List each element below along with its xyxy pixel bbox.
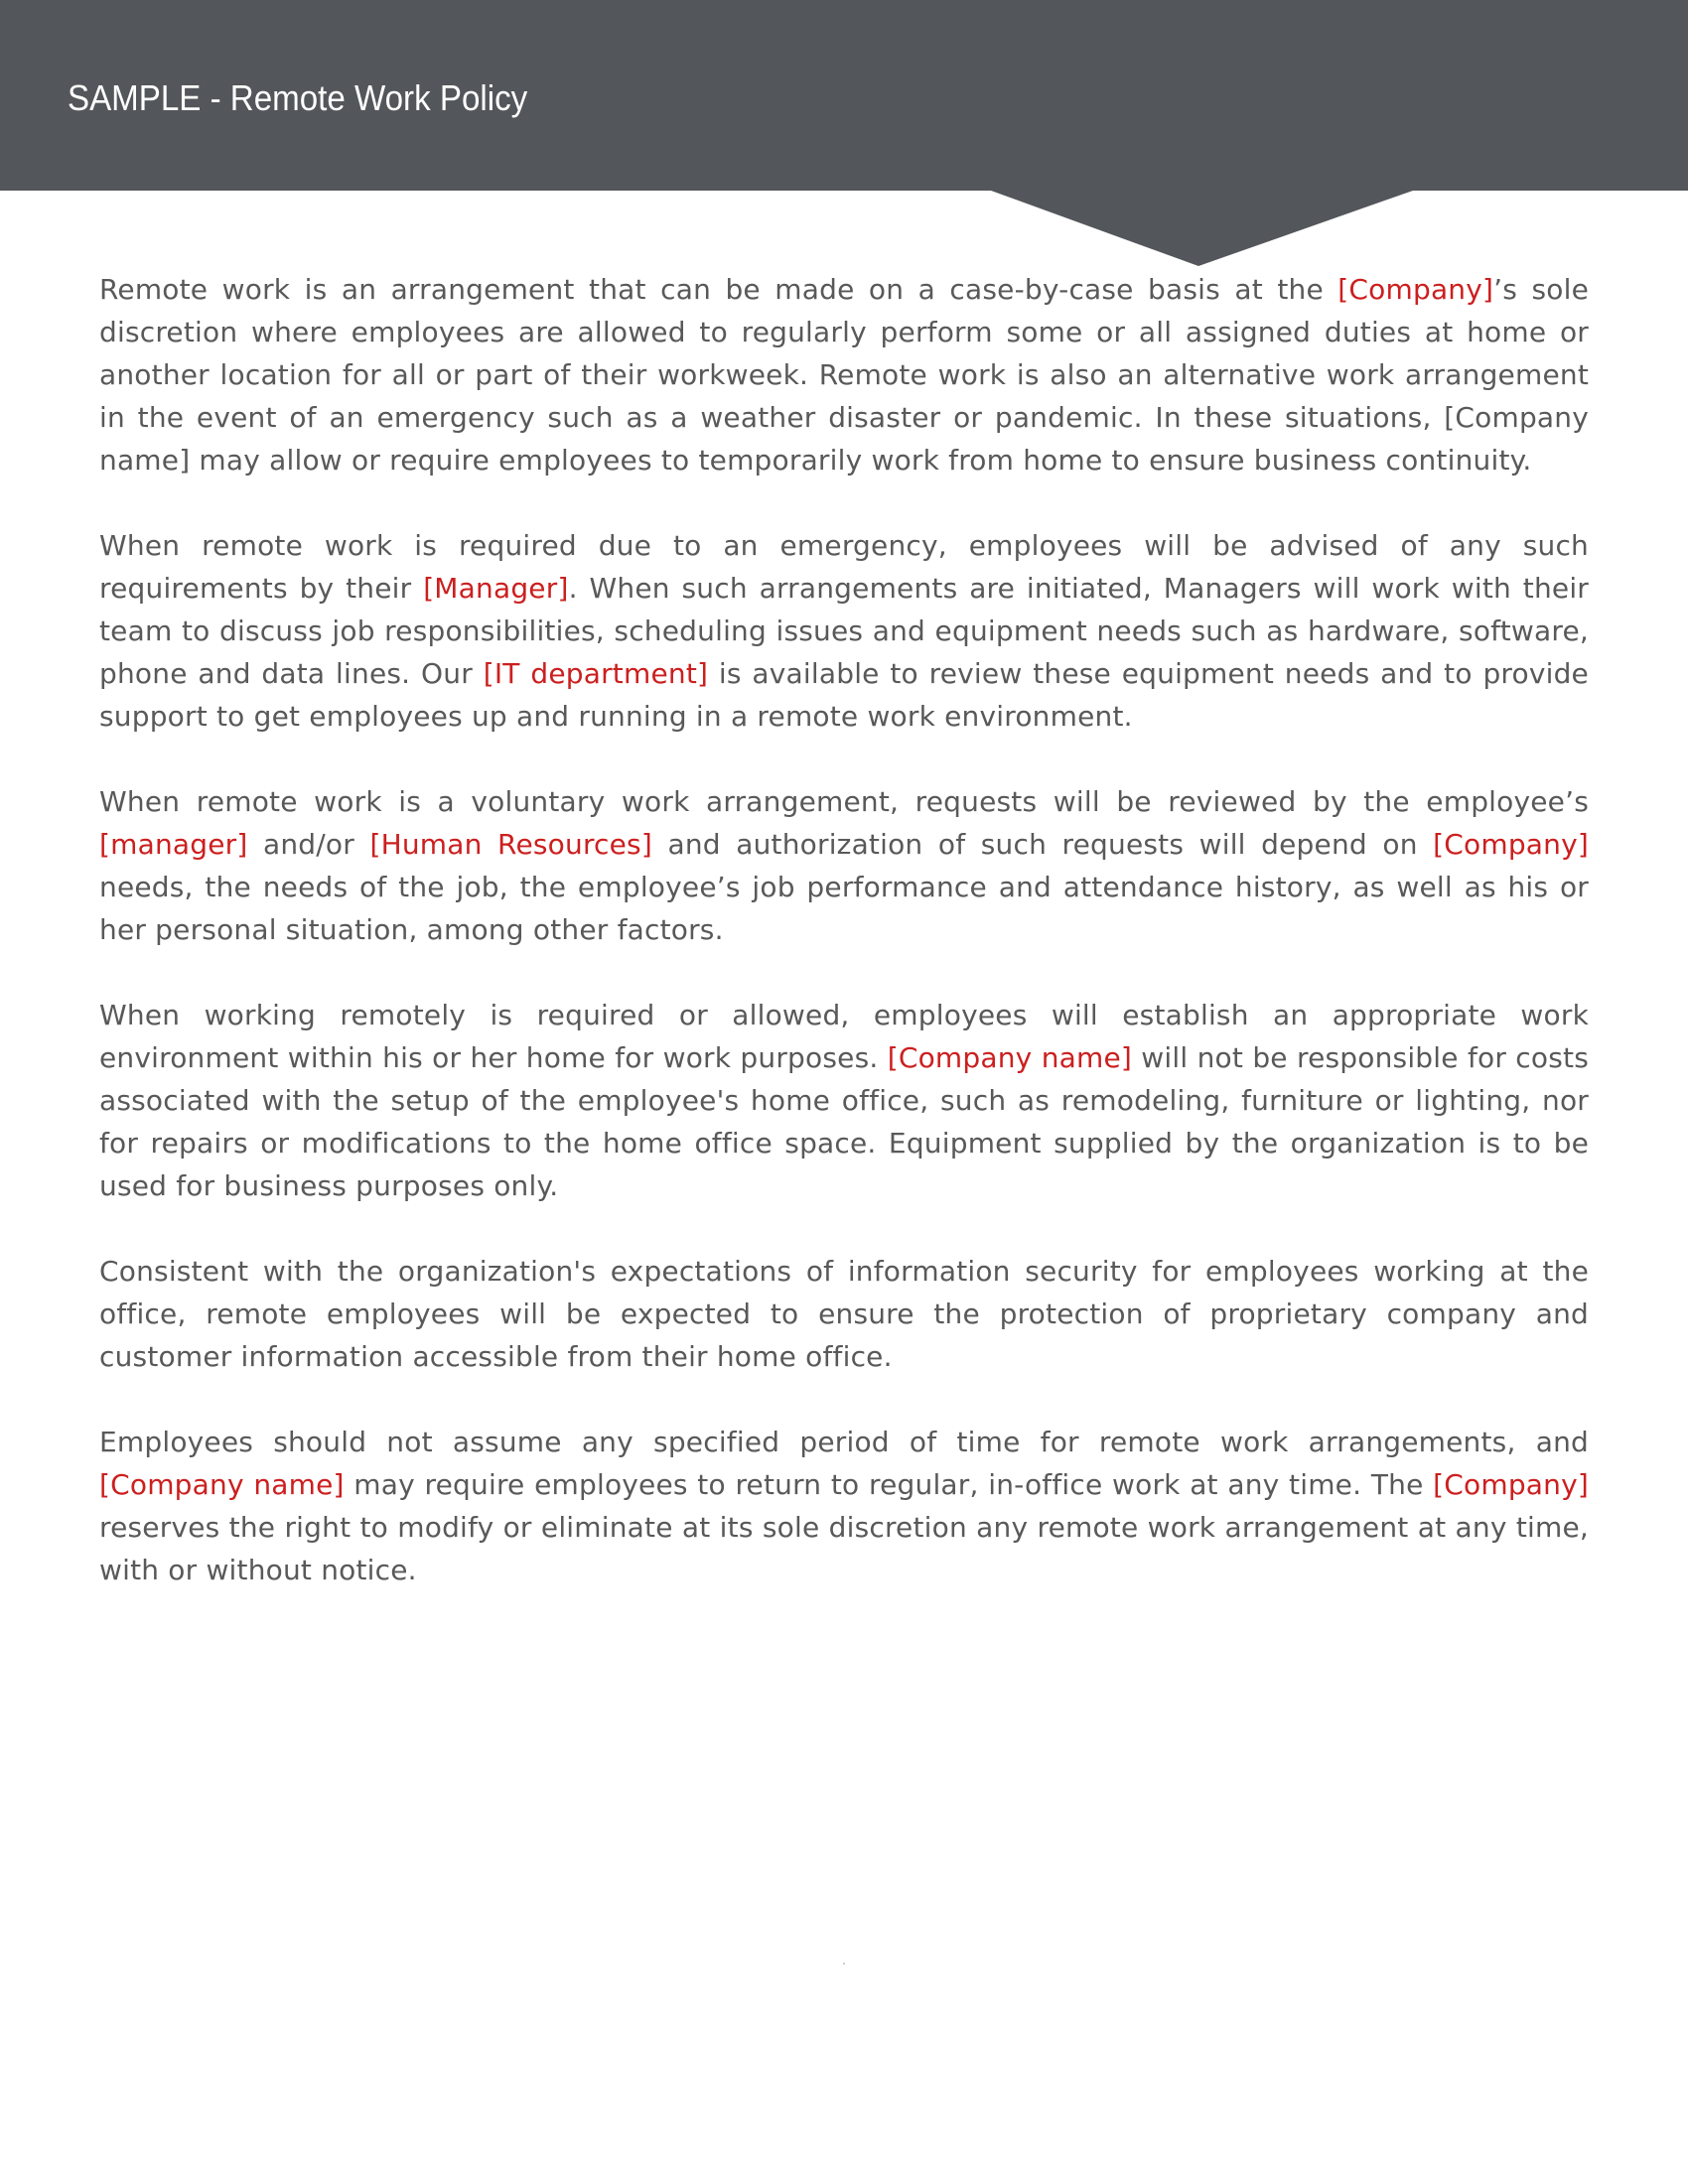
paragraph-text: ’s sole discretion where employees are allowed to regularly perform some or all assigned duties at home or another location for all or part of their workweek. Remote work is also an alternative work arrangement in the event of an emergency such as a weather disaster or pandemic. In these situations, [Company name] may allow or require employees to temporarily work from home to ensure business continuity. [99,273,1589,477]
stray-mark [843,1963,845,1965]
paragraph-text: needs, the needs of the job, the employee’s job performance and attendance history, as well as his or her personal situation, among other factors. [99,871,1589,946]
page-title: SAMPLE - Remote Work Policy [68,77,528,118]
paragraph-text: When working remotely is required or allowed, employees will establish an appropriate work environment within his or her home for work purposes. [99,999,1589,1074]
paragraph-text: When remote work is a voluntary work arrangement, requests will be reviewed by the employee’s [99,785,1589,818]
paragraph-text: is available to review these equipment needs and to provide support to get employees up and running in a remote work environment. [99,657,1589,733]
policy-body [99,268,1589,1634]
placeholder-text: [Company name] [887,1041,1133,1074]
policy-paragraph [99,524,1589,738]
policy-paragraph [99,268,1589,481]
placeholder-text: [Company] [1433,1468,1589,1501]
policy-paragraph [99,1250,1589,1378]
paragraph-text: reserves the right to modify or eliminate at its sole discretion any remote work arrangement at any time, with or without notice. [99,1511,1589,1586]
placeholder-text: [IT department] [483,657,709,690]
paragraph-text: will not be responsible for costs associated with the setup of the employee's home office, such as remodeling, furniture or lighting, nor for repairs or modifications to the home office space. Equipment supplied by the organization is to be used for business purposes only. [99,1041,1589,1202]
placeholder-text: [Company] [1337,273,1494,306]
paragraph-text: Remote work is an arrangement that can be made on a case-by-case basis at the [99,273,1338,306]
header-banner-shape [0,0,1688,268]
placeholder-text: [Company name] [99,1468,345,1501]
paragraph-text: When remote work is required due to an emergency, employees will be advised of any such requirements by their [99,529,1589,605]
paragraph-text: Employees should not assume any specified period of time for remote work arrangements, and [99,1426,1589,1458]
placeholder-text: [Human Resources] [369,828,652,861]
paragraph-text: . When such arrangements are initiated, Managers will work with their team to discuss job responsibilities, scheduling issues and equipment needs such as hardware, software, phone and data lines. Our [99,572,1590,690]
header-banner-polygon [0,0,1688,266]
placeholder-text: [Company] [1433,828,1589,861]
placeholder-text: [Manager] [423,572,569,605]
paragraph-text: may require employees to return to regular, in-office work at any time. The [344,1468,1434,1501]
header-band [0,0,1688,268]
policy-paragraph [99,780,1589,951]
policy-paragraph [99,1421,1589,1591]
placeholder-text: [manager] [99,828,248,861]
paragraph-text: and/or [247,828,370,861]
policy-paragraph [99,994,1589,1207]
paragraph-text: and authorization of such requests will depend on [651,828,1434,861]
paragraph-text: Consistent with the organization's expectations of information security for employees working at the office, remote employees will be expected to ensure the protection of proprietary company and customer information accessible from their home office. [99,1255,1589,1373]
